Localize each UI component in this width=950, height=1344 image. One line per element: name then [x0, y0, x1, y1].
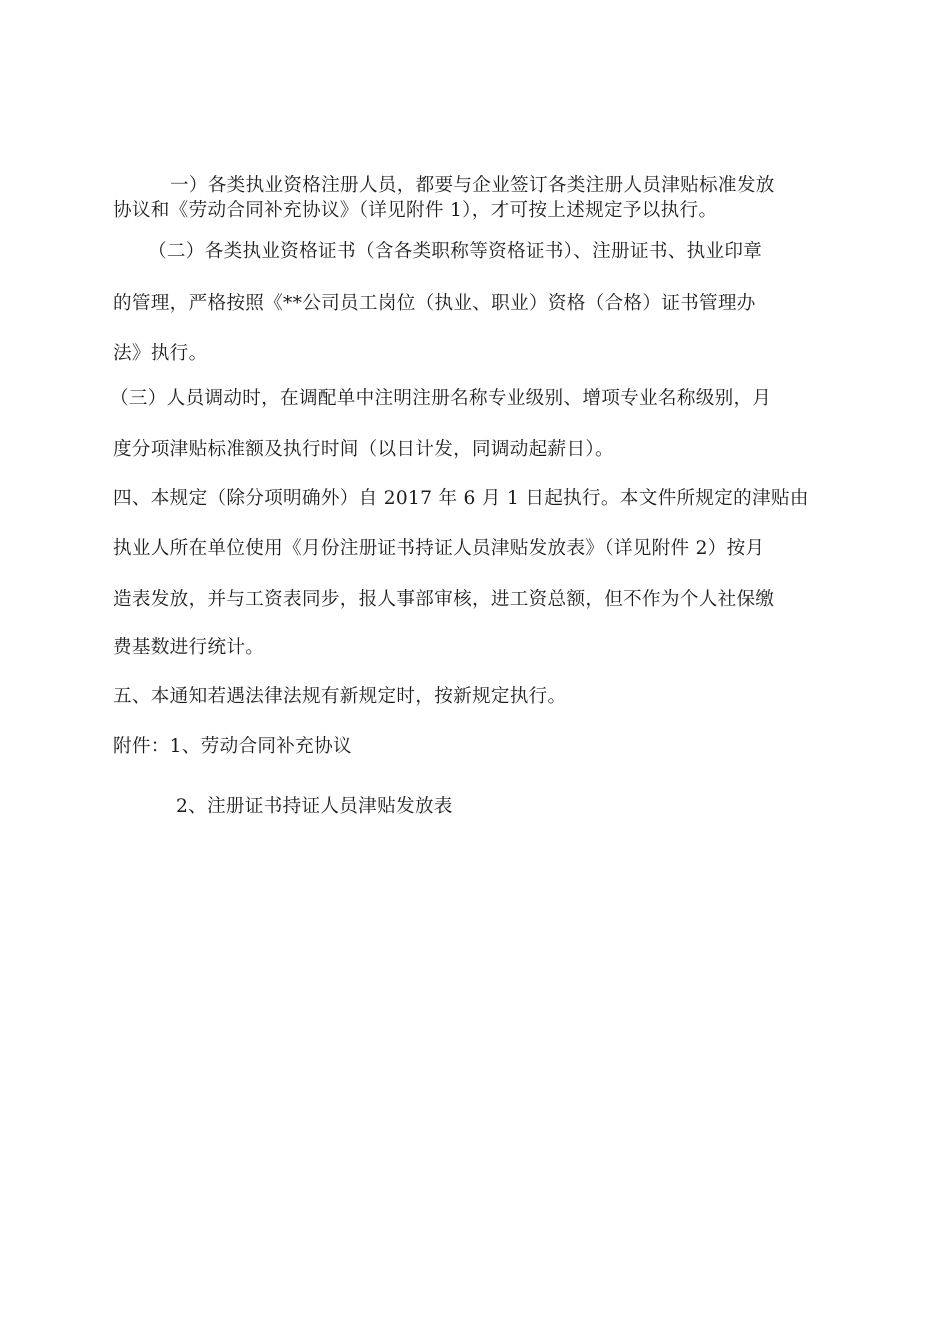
attachment-2-line: 2、注册证书持证人员津贴发放表 [176, 796, 453, 817]
section-4-line-4: 费基数进行统计。 [113, 637, 265, 658]
section-4-line-1: 四、本规定（除分项明确外）自 2017 年 6 月 1 日起执行。本文件所规定的津贴由 [113, 488, 809, 509]
paragraph-3-line-2: 度分项津贴标准额及执行时间（以日计发，同调动起薪日）。 [113, 439, 614, 460]
paragraph-1-line-2: 协议和《劳动合同补充协议》（详见附件 1），才可按上述规定予以执行。 [113, 200, 718, 221]
paragraph-2-line-2: 的管理，严格按照《**公司员工岗位（执业、职业）资格（合格）证书管理办 [113, 293, 756, 314]
section-5-line-1: 五、本通知若遇法律法规有新规定时，按新规定执行。 [113, 686, 567, 707]
attachment-1-line: 附件：1、劳动合同补充协议 [113, 736, 352, 757]
paragraph-3-line-1: （三）人员调动时，在调配单中注明注册名称专业级别、增项专业名称级别，月 [110, 388, 772, 409]
paragraph-2-line-1: （二）各类执业资格证书（含各类职称等资格证书）、注册证书、执业印章 [148, 241, 763, 262]
paragraph-2-line-3: 法》执行。 [113, 343, 208, 364]
section-4-line-2: 执业人所在单位使用《月份注册证书持证人员津贴发放表》（详见附件 2）按月 [113, 538, 765, 559]
paragraph-1-line-1: 一）各类执业资格注册人员，都要与企业签订各类注册人员津贴标准发放 [170, 175, 775, 196]
section-4-line-3: 造表发放，并与工资表同步，报人事部审核，进工资总额，但不作为个人社保缴 [113, 589, 775, 610]
